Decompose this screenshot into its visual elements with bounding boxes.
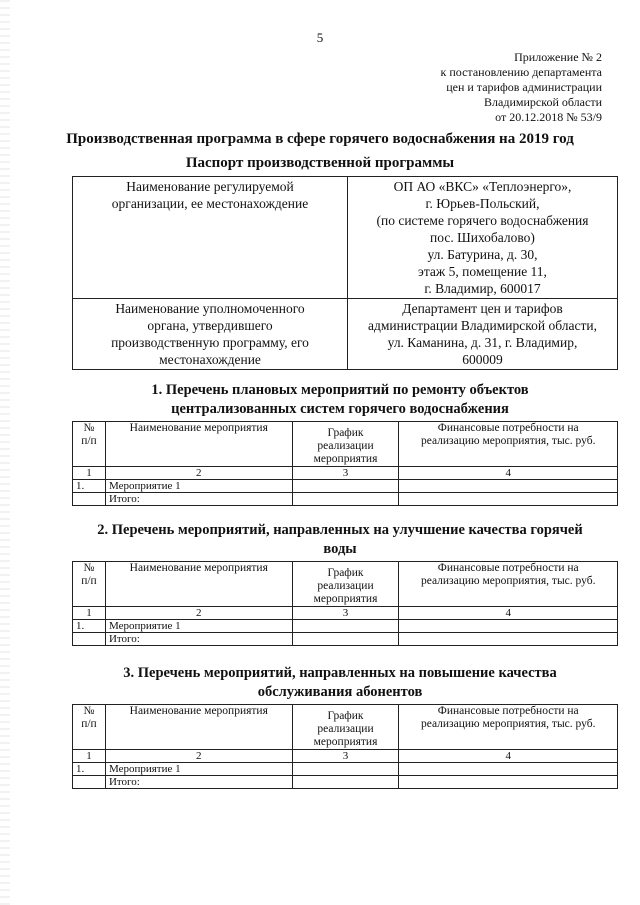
header-number [73, 562, 106, 607]
passport-value-line: ул. Каманина, д. 31, г. Владимир, [387, 335, 578, 350]
passport-value-line: 600009 [462, 352, 503, 367]
header-number [73, 422, 106, 467]
total-number [73, 776, 106, 789]
total-label: Итого: [105, 493, 292, 506]
passport-value-line: (по системе горячего водоснабжения [376, 213, 589, 228]
header-text: п/п [81, 575, 97, 587]
total-financing [399, 633, 618, 646]
column-number-row [73, 607, 618, 620]
table-row [73, 480, 618, 493]
total-financing [399, 776, 618, 789]
total-row [73, 493, 618, 506]
passport-label-line: Наименование уполномоченного [115, 301, 305, 316]
row-financing [399, 480, 618, 493]
section-title-line: централизованных систем горячего водоснабжения [171, 401, 509, 417]
column-number: 1 [73, 467, 106, 480]
column-number-row [73, 750, 618, 763]
passport-label [73, 299, 348, 370]
section-title-3 [40, 664, 640, 702]
passport-row-authority [73, 299, 618, 370]
passport-value-line: Департамент цен и тарифов [402, 301, 563, 316]
header-text: мероприятия [313, 593, 378, 605]
header-number [73, 705, 106, 750]
section-title-line: 1. Перечень плановых мероприятий по ремонту объектов [151, 382, 529, 398]
passport-value-line: ОП АО «ВКС» «Теплоэнерго», [393, 179, 572, 194]
header-financing [399, 705, 618, 750]
measures-table-1 [72, 421, 618, 506]
table-row [73, 763, 618, 776]
row-measure-name: Мероприятие 1 [105, 763, 292, 776]
row-measure-name: Мероприятие 1 [105, 620, 292, 633]
row-financing [399, 763, 618, 776]
passport-label-line: организации, ее местонахождение [111, 196, 309, 211]
table-header-row [73, 422, 618, 467]
header-financing [399, 422, 618, 467]
header-measure-name: Наименование мероприятия [105, 705, 292, 750]
passport-value-line: г. Юрьев-Польский, [425, 196, 540, 211]
header-measure-name: Наименование мероприятия [105, 422, 292, 467]
row-measure-name: Мероприятие 1 [105, 480, 292, 493]
column-number: 4 [399, 750, 618, 763]
annex-line: цен и тарифов администрации [446, 80, 602, 94]
header-text: п/п [81, 435, 97, 447]
passport-row-organization [73, 177, 618, 299]
row-schedule [292, 620, 399, 633]
header-text: реализацию мероприятия, тыс. руб. [420, 718, 596, 730]
column-number: 2 [105, 607, 292, 620]
header-schedule [292, 705, 399, 750]
column-number: 2 [105, 467, 292, 480]
column-number: 1 [73, 750, 106, 763]
header-text: № [83, 562, 95, 574]
total-label: Итого: [105, 776, 292, 789]
passport-value-line: администрации Владимирской области, [368, 318, 597, 333]
header-text: мероприятия [313, 453, 378, 465]
page-number: 5 [316, 30, 324, 45]
section-title-2 [40, 521, 640, 559]
header-text: п/п [81, 718, 97, 730]
passport-label-line: органа, утвердившего [147, 318, 273, 333]
annex-header [441, 50, 602, 125]
table-header-row [73, 562, 618, 607]
header-text: реализации [317, 440, 374, 452]
passport-label [73, 177, 348, 299]
section-title-line: обслуживания абонентов [257, 684, 423, 700]
header-text: реализацию мероприятия, тыс. руб. [420, 435, 596, 447]
section-title-line: 2. Перечень мероприятий, направленных на улучшение качества горячей [97, 522, 583, 538]
passport-value [348, 177, 618, 299]
header-text: № [83, 422, 95, 434]
passport-table [72, 176, 618, 370]
passport-value [348, 299, 618, 370]
header-text: Финансовые потребности на [437, 705, 579, 717]
header-text: мероприятия [313, 736, 378, 748]
row-number: 1. [73, 763, 106, 776]
table-header-row [73, 705, 618, 750]
document-subtitle: Паспорт производственной программы [185, 155, 455, 171]
header-text: График [327, 567, 364, 579]
header-text: реализации [317, 723, 374, 735]
annex-line: Приложение № 2 [514, 50, 602, 64]
passport-value-line: пос. Шихобалово) [430, 230, 535, 245]
header-text: реализации [317, 580, 374, 592]
passport-label-line: производственную программу, его [111, 335, 309, 350]
column-number: 4 [399, 607, 618, 620]
total-schedule [292, 776, 399, 789]
header-text: Финансовые потребности на [437, 422, 579, 434]
header-text: График [327, 710, 364, 722]
header-text: График [327, 427, 364, 439]
header-financing [399, 562, 618, 607]
total-label: Итого: [105, 633, 292, 646]
header-text: Финансовые потребности на [437, 562, 579, 574]
passport-label-line: Наименование регулируемой [126, 179, 294, 194]
row-financing [399, 620, 618, 633]
header-text: реализацию мероприятия, тыс. руб. [420, 575, 596, 587]
total-financing [399, 493, 618, 506]
column-number: 3 [292, 607, 399, 620]
header-schedule [292, 422, 399, 467]
section-title-1 [40, 381, 640, 419]
annex-line: Владимирской области [484, 95, 602, 109]
annex-line: от 20.12.2018 № 53/9 [495, 110, 602, 124]
column-number: 2 [105, 750, 292, 763]
passport-label-line: местонахождение [159, 352, 261, 367]
passport-value-line: этаж 5, помещение 11, [418, 264, 547, 279]
column-number: 3 [292, 467, 399, 480]
row-schedule [292, 763, 399, 776]
table-row [73, 620, 618, 633]
total-schedule [292, 633, 399, 646]
row-number: 1. [73, 480, 106, 493]
total-row [73, 776, 618, 789]
measures-table-2 [72, 561, 618, 646]
column-number: 4 [399, 467, 618, 480]
measures-table-3 [72, 704, 618, 789]
header-schedule [292, 562, 399, 607]
total-row [73, 633, 618, 646]
row-schedule [292, 480, 399, 493]
header-measure-name: Наименование мероприятия [105, 562, 292, 607]
column-number: 1 [73, 607, 106, 620]
row-number: 1. [73, 620, 106, 633]
total-number [73, 633, 106, 646]
column-number: 3 [292, 750, 399, 763]
total-schedule [292, 493, 399, 506]
total-number [73, 493, 106, 506]
column-number-row [73, 467, 618, 480]
section-title-line: 3. Перечень мероприятий, направленных на повышение качества [123, 665, 557, 681]
annex-line: к постановлению департамента [440, 65, 602, 79]
document-title: Производственная программа в сфере горячего водоснабжения на 2019 год [66, 131, 574, 147]
header-text: № [83, 705, 95, 717]
section-title-line: воды [323, 541, 357, 557]
passport-value-line: ул. Батурина, д. 30, [427, 247, 538, 262]
passport-value-line: г. Владимир, 600017 [424, 281, 541, 296]
